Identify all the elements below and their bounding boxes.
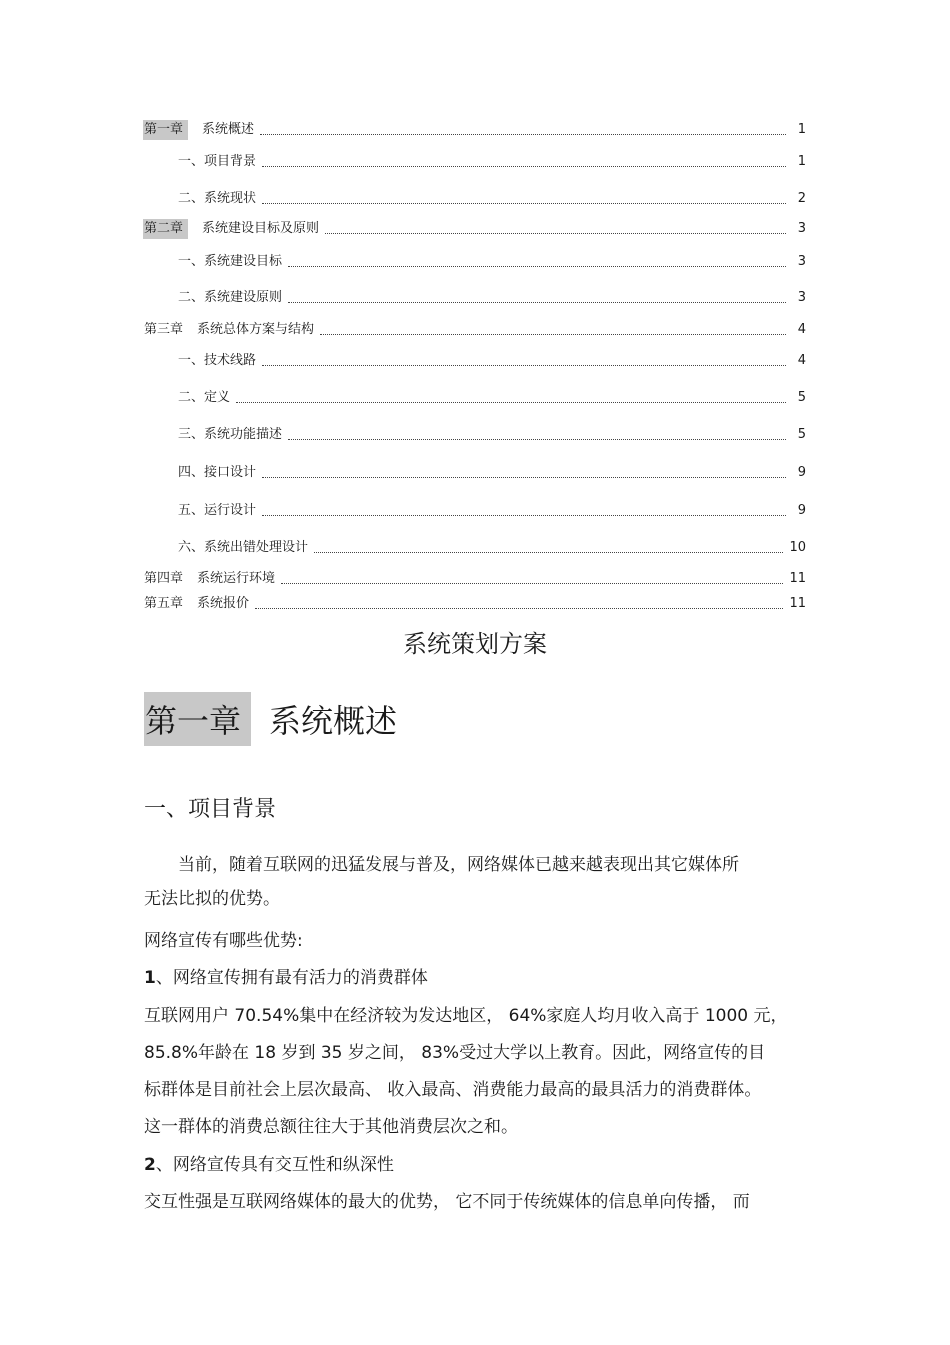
toc-entry-title: 二、定义	[178, 390, 231, 405]
list-item-number: 1	[144, 968, 156, 988]
toc-entry-title: 五、运行设计	[178, 503, 257, 518]
section-heading: 一、项目背景	[144, 797, 277, 822]
toc-leader-dots	[325, 232, 786, 234]
toc-entry[interactable]	[178, 252, 806, 272]
toc-leader-dots	[260, 133, 786, 135]
paragraph-line: 标群体是目前社会上层次最高、 收入最高、消费能力最高的最具活力的消费群体。	[144, 1080, 762, 1100]
toc-page-number: 9	[797, 465, 806, 480]
chapter-heading	[144, 692, 397, 746]
toc-page-number: 1	[797, 122, 806, 137]
paragraph-line: 无法比拟的优势。	[144, 889, 280, 909]
toc-entry-title: 二、系统建设原则	[178, 290, 283, 305]
toc-page-number: 11	[789, 571, 806, 586]
toc-entry-title: 一、系统建设目标	[178, 254, 283, 269]
toc-entry-title: 二、系统现状	[178, 191, 257, 206]
toc-entry-title: 四、接口设计	[178, 465, 257, 480]
toc-leader-dots	[262, 202, 786, 204]
chapter-label: 第一章	[144, 692, 251, 746]
toc-leader-dots	[288, 301, 786, 303]
toc-entry[interactable]	[178, 538, 806, 558]
toc-page-number: 11	[789, 596, 806, 611]
paragraph-line: 网络宣传有哪些优势:	[144, 931, 303, 951]
toc-entry[interactable]	[178, 388, 806, 408]
toc-page-number: 3	[797, 290, 806, 305]
toc-leader-dots	[314, 551, 783, 553]
toc-page-number: 2	[797, 191, 806, 206]
toc-leader-dots	[255, 607, 783, 609]
toc-leader-dots	[236, 401, 786, 403]
list-item-heading	[144, 963, 428, 988]
toc-entry[interactable]	[178, 351, 806, 371]
toc-entry-title: 系统报价	[197, 596, 250, 611]
toc-page-number: 3	[797, 221, 806, 236]
toc-entry[interactable]	[178, 288, 806, 308]
document-title: 系统策划方案	[403, 630, 547, 658]
toc-entry[interactable]	[178, 152, 806, 172]
list-item-text: 、网络宣传具有交互性和纵深性	[155, 1155, 394, 1175]
toc-page-number: 5	[797, 390, 806, 405]
toc-page-number: 4	[797, 322, 806, 337]
toc-entry-title: 一、技术线路	[178, 353, 257, 368]
paragraph-line: 互联网用户 70.54%集中在经济较为发达地区， 64%家庭人均月收入高于 1000 元，	[144, 1006, 788, 1026]
toc-entry[interactable]	[178, 425, 806, 445]
toc-page-number: 9	[797, 503, 806, 518]
toc-leader-dots	[320, 333, 786, 335]
toc-entry-title: 系统运行环境	[197, 571, 276, 586]
toc-leader-dots	[262, 165, 786, 167]
toc-leader-dots	[288, 438, 786, 440]
paragraph-line: 85.8%年龄在 18 岁到 35 岁之间， 83%受过大学以上教育。因此，网络宣传的目	[144, 1043, 766, 1063]
toc-entry-title: 系统建设目标及原则	[202, 221, 320, 236]
toc-entry-title: 六、系统出错处理设计	[178, 540, 309, 555]
toc-entry[interactable]	[144, 594, 806, 614]
toc-leader-dots	[288, 265, 786, 267]
paragraph-line: 这一群体的消费总额往往大于其他消费层次之和。	[144, 1117, 518, 1137]
toc-chapter-label: 第四章	[144, 571, 184, 586]
toc-entry[interactable]	[144, 569, 806, 589]
toc-entry[interactable]	[144, 219, 806, 239]
toc-entry-title: 系统概述	[202, 122, 255, 137]
toc-entry-title: 系统总体方案与结构	[197, 322, 315, 337]
toc-entry-title: 三、系统功能描述	[178, 427, 283, 442]
toc-leader-dots	[262, 514, 786, 516]
toc-page-number: 5	[797, 427, 806, 442]
toc-entry[interactable]	[178, 189, 806, 209]
toc-page-number: 10	[789, 540, 806, 555]
toc-chapter-label: 第二章	[143, 219, 188, 239]
toc-page-number: 3	[797, 254, 806, 269]
toc-page-number: 1	[797, 154, 806, 169]
toc-chapter-label: 第五章	[144, 596, 184, 611]
toc-entry-title: 一、项目背景	[178, 154, 257, 169]
toc-entry[interactable]	[178, 463, 806, 483]
paragraph-line: 交互性强是互联网络媒体的最大的优势， 它不同于传统媒体的信息单向传播， 而	[144, 1192, 750, 1212]
toc-entry[interactable]	[144, 320, 806, 340]
toc-chapter-label: 第三章	[144, 322, 184, 337]
toc-leader-dots	[262, 364, 786, 366]
list-item-text: 、网络宣传拥有最有活力的消费群体	[155, 968, 428, 988]
list-item-number: 2	[144, 1155, 156, 1175]
toc-chapter-label: 第一章	[143, 120, 188, 140]
toc-entry[interactable]	[144, 120, 806, 140]
toc-leader-dots	[281, 582, 783, 584]
toc-page-number: 4	[797, 353, 806, 368]
list-item-heading	[144, 1150, 394, 1175]
toc-leader-dots	[262, 476, 786, 478]
paragraph-line: 当前，随着互联网的迅猛发展与普及，网络媒体已越来越表现出其它媒体所	[178, 855, 739, 875]
chapter-title: 系统概述	[269, 702, 398, 740]
toc-entry[interactable]	[178, 501, 806, 521]
